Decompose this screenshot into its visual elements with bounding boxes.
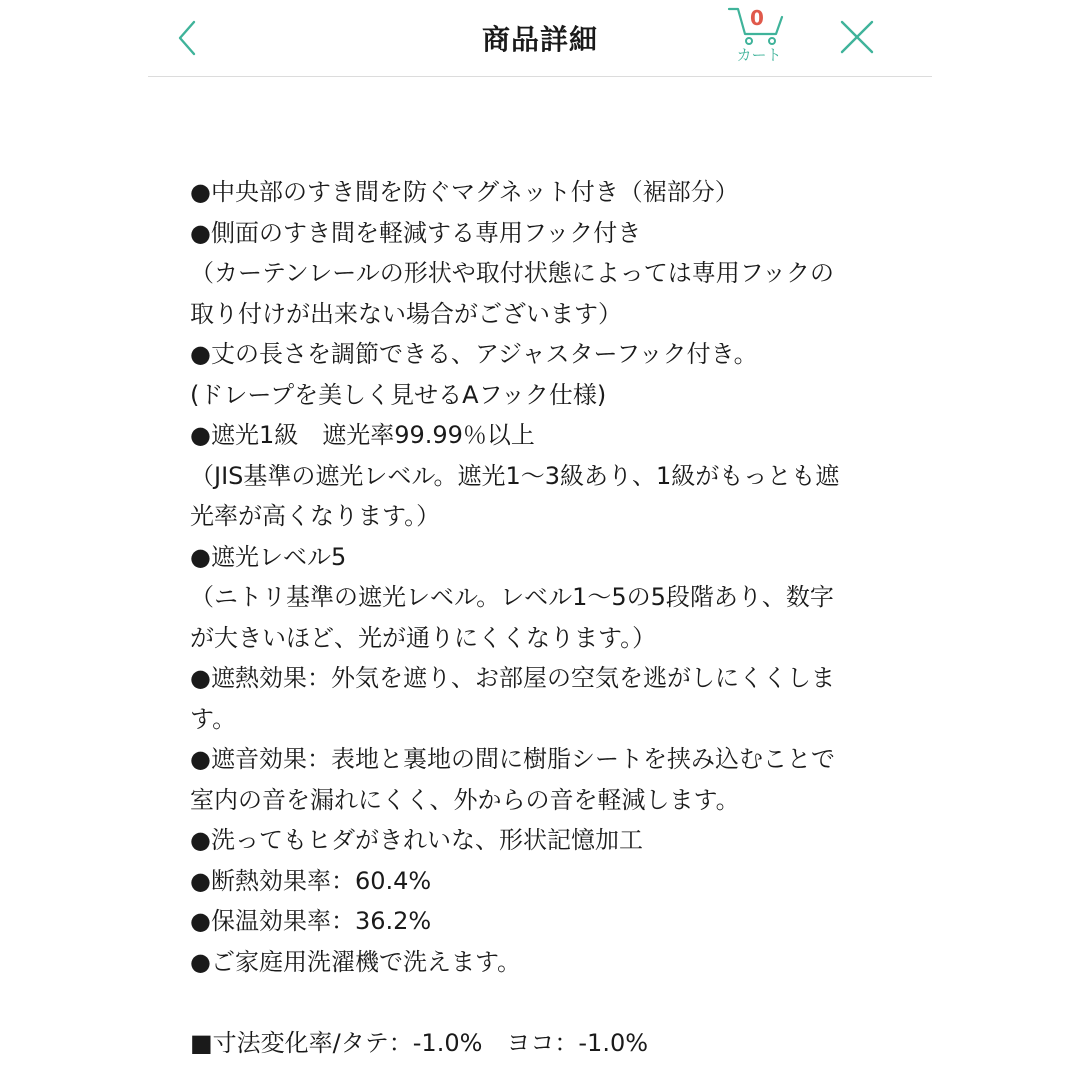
dimension-change-rate: ■寸法変化率/タテ：-1.0% ヨコ：-1.0% bbox=[190, 1028, 649, 1057]
description-line: ●側面のすき間を軽減する専用フック付き bbox=[190, 218, 642, 247]
description-line: (ドレープを美しく見せるAフック仕様) bbox=[190, 380, 607, 409]
description-line: ●断熱効果率：60.4% bbox=[190, 866, 432, 895]
product-description bbox=[190, 172, 910, 1063]
description-line: ●遮音効果：表地と裏地の間に樹脂シートを挟み込むことで bbox=[190, 745, 835, 773]
header-bar bbox=[148, 0, 932, 77]
description-line: ●ご家庭用洗濯機で洗えます。 bbox=[190, 947, 522, 976]
description-line: ●保温効果率：36.2% bbox=[190, 907, 432, 935]
description-line: （ニトリ基準の遮光レベル。レベル1〜5の5段階あり、数字 bbox=[190, 583, 834, 611]
page-title: 商品詳細 bbox=[481, 23, 598, 56]
description-line: ●丈の長さを調節できる、アジャスターフック付き。 bbox=[190, 340, 758, 368]
cart-label: カート bbox=[736, 46, 782, 64]
description-line: ●洗ってもヒダがきれいな、形状記憶加工 bbox=[190, 826, 643, 854]
description-line: 室内の音を漏れにくく、外からの音を軽減します。 bbox=[190, 785, 740, 814]
description-line: が大きいほど、光が通りにくくなります。） bbox=[190, 623, 657, 652]
description-line: 光率が高くなります。） bbox=[190, 502, 441, 530]
description-line: ●中央部のすき間を防ぐマグネット付き（裾部分） bbox=[190, 178, 739, 206]
close-icon bbox=[838, 18, 876, 56]
close-button[interactable] bbox=[838, 18, 876, 56]
cart-button[interactable] bbox=[726, 4, 792, 66]
description-line: す。 bbox=[190, 704, 237, 733]
description-line: ●遮熱効果：外気を遮り、お部屋の空気を逃がしにくくしま bbox=[190, 664, 835, 692]
cart-count-badge: 0 bbox=[750, 6, 764, 30]
description-line: 取り付けが出来ない場合がございます） bbox=[190, 299, 622, 328]
description-line: ●遮光レベル5 bbox=[190, 542, 347, 571]
blank-line bbox=[190, 982, 910, 1023]
description-line: （カーテンレールの形状や取付状態によっては専用フックの bbox=[190, 259, 835, 287]
description-line: （JIS基準の遮光レベル。遮光1〜3級あり、1級がもっとも遮 bbox=[190, 461, 840, 490]
description-line: ●遮光1級 遮光率99.99％以上 bbox=[190, 421, 535, 449]
